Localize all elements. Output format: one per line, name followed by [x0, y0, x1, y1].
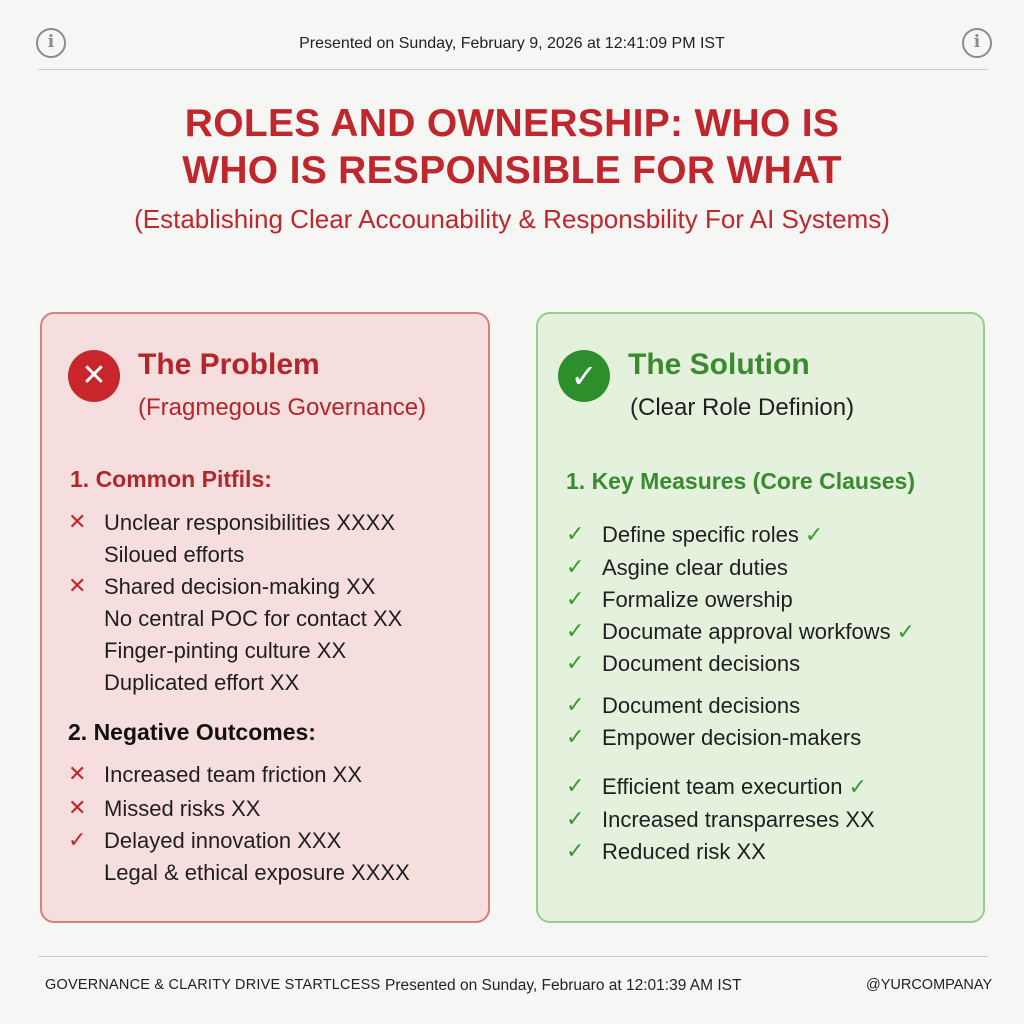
- x-mark-icon: ✕: [68, 761, 87, 786]
- solution-panel: ✓ The Solution (Clear Role Definion) 1. Key Measures (Core Clauses) ✓ Define specific roles ✓ ✓ Asgine clear duties ✓ Formalize owership ✓ Documate approval workfows ✓ ✓ Document decisions ✓ Document decisions ✓ Empower decision-makers ✓ Efficient team execurtion ✓ ✓ Increased transparreses XX ✓ Reduced risk XX: [536, 312, 985, 923]
- check-mark-icon: ✓: [566, 838, 585, 863]
- x-mark-icon: ✕: [68, 509, 87, 534]
- check-mark-icon: ✓: [566, 554, 585, 579]
- check-mark-icon: ✓: [566, 773, 585, 798]
- page-subtitle: (Establishing Clear Accounability & Responsbility For AI Systems): [134, 204, 890, 234]
- info-icon[interactable]: i: [962, 28, 992, 58]
- page-title: [0, 100, 1024, 194]
- check-mark-icon: ✓: [566, 724, 585, 749]
- solution-subheading: (Clear Role Definion): [630, 394, 855, 421]
- x-circle-icon: ✕: [68, 350, 120, 402]
- check-mark-icon: ✓: [566, 586, 585, 611]
- check-mark-icon: ✓: [566, 650, 585, 675]
- header-divider: [38, 69, 988, 70]
- check-mark-icon: ✓: [68, 827, 87, 852]
- solution-heading: The Solution: [628, 348, 810, 381]
- pitfalls-heading: 1. Common Pitfils:: [70, 466, 272, 492]
- check-mark-icon: ✓: [566, 806, 585, 831]
- problem-heading: The Problem: [138, 348, 320, 381]
- x-mark-icon: ✕: [68, 573, 87, 598]
- presentation-date: Presented on Sunday, February 9, 2026 at 12:41:09 PM IST: [299, 35, 725, 52]
- title-line-1: ROLES AND OWNERSHIP: WHO IS: [184, 102, 840, 145]
- check-mark-icon: ✓: [848, 774, 867, 799]
- footer-tagline: GOVERNANCE & CLARITY DRIVE STARTLCESS: [45, 977, 381, 993]
- key-measures-heading: 1. Key Measures (Core Clauses): [566, 468, 915, 494]
- check-mark-icon: ✓: [566, 692, 585, 717]
- check-mark-icon: ✓: [566, 618, 585, 643]
- footer-date: Presented on Sunday, Februaro at 12:01:39 AM IST: [385, 977, 742, 994]
- info-icon[interactable]: i: [36, 28, 66, 58]
- check-mark-icon: ✓: [896, 619, 916, 644]
- check-mark-icon: ✓: [566, 521, 585, 546]
- problem-panel: ✕ The Problem (Fragmegous Governance) 1. Common Pitfils: ✕ Unclear responsibilities XXXX Siloued efforts ✕ Shared decision-making XX No central POC for contact XX Finger-pinting culture XX Duplicated effort XX 2. Negative Outcomes: ✕ Increased team friction XX ✕ Missed risks XX ✓ Delayed innovation XXX Legal & ethical exposure XXXX: [40, 312, 490, 923]
- check-mark-icon: ✓: [804, 522, 824, 547]
- problem-subheading: (Fragmegous Governance): [138, 394, 427, 421]
- x-mark-icon: ✕: [68, 795, 87, 820]
- footer-divider: [38, 956, 988, 957]
- footer-handle[interactable]: @YURCOMPANAY: [866, 977, 993, 993]
- title-line-2: WHO IS RESPONSIBLE FOR WHAT: [182, 149, 842, 192]
- negative-outcomes-heading: 2. Negative Outcomes:: [68, 719, 316, 745]
- check-circle-icon: ✓: [558, 350, 610, 402]
